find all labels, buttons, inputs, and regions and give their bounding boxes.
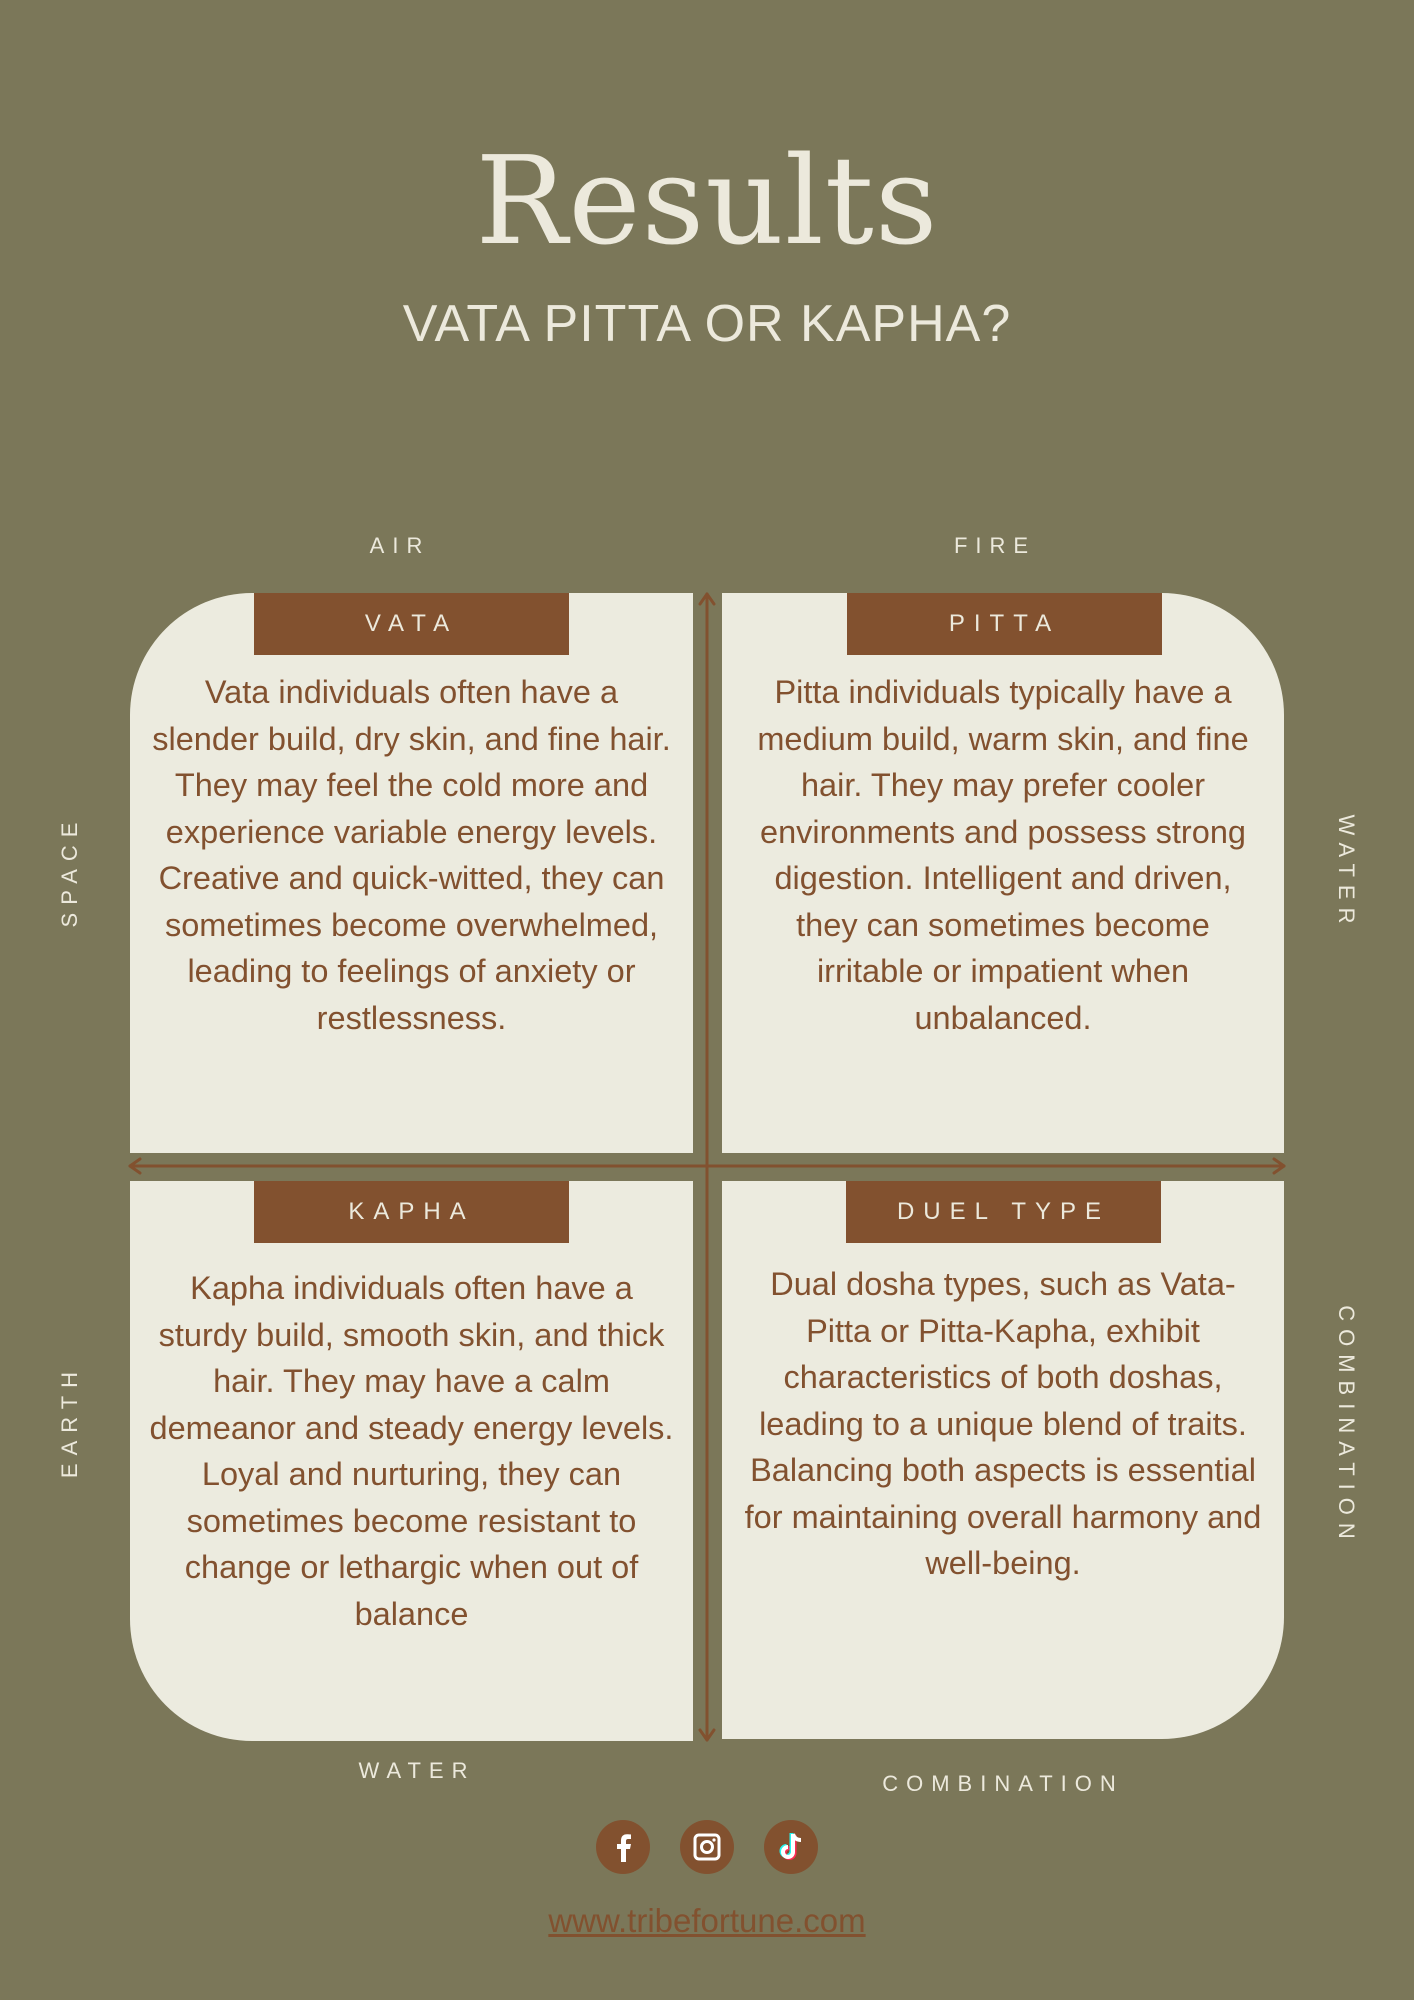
label-earth: EARTH bbox=[57, 1363, 82, 1479]
kapha-heading: KAPHA bbox=[254, 1181, 569, 1243]
page-title: Results bbox=[475, 130, 939, 272]
duel-type-description: Dual dosha types, such as Vata-Pitta or Pitta-Kapha, exhibit characteristics of both doshas, leading to a unique blend of traits. Balancing both aspects is essential for maintaining overall harmony and well-being. bbox=[744, 1266, 1262, 1581]
duel-type-heading: DUEL TYPE bbox=[846, 1181, 1161, 1243]
vata-description: Vata individuals often have a slender build, dry skin, and fine hair. They may feel the cold more and experience variable energy levels. Creative and quick-witted, they can sometimes become overwhelmed, leading to feelings of anxiety or restlessness. bbox=[152, 674, 671, 1036]
label-combination-right: COMBINATION bbox=[1334, 1305, 1359, 1547]
page-subtitle: VATA PITTA OR KAPHA? bbox=[402, 295, 1012, 353]
facebook-icon[interactable] bbox=[596, 1820, 650, 1874]
kapha-description: Kapha individuals often have a sturdy build, smooth skin, and thick hair. They may have a calm demeanor and steady energy levels. Loyal and nurturing, they can sometimes become resistant to change or lethargic when out of balance bbox=[149, 1270, 674, 1632]
tiktok-icon[interactable] bbox=[764, 1820, 818, 1874]
label-air: AIR bbox=[369, 533, 431, 558]
pitta-heading: PITTA bbox=[847, 593, 1162, 655]
website-link[interactable]: www.tribefortune.com bbox=[548, 1902, 866, 1939]
pitta-description: Pitta individuals typically have a medium build, warm skin, and fine hair. They may prefer cooler environments and possess strong digestion. Intelligent and driven, they can sometimes become irritable or impatient when unbalanced. bbox=[757, 674, 1249, 1036]
label-space: SPACE bbox=[57, 814, 82, 928]
label-water-right: WATER bbox=[1334, 814, 1359, 932]
label-fire: FIRE bbox=[953, 533, 1037, 558]
label-combination-bottom: COMBINATION bbox=[882, 1771, 1124, 1796]
label-water-bottom: WATER bbox=[358, 1758, 476, 1783]
instagram-icon[interactable] bbox=[680, 1820, 734, 1874]
vata-heading: VATA bbox=[254, 593, 569, 655]
